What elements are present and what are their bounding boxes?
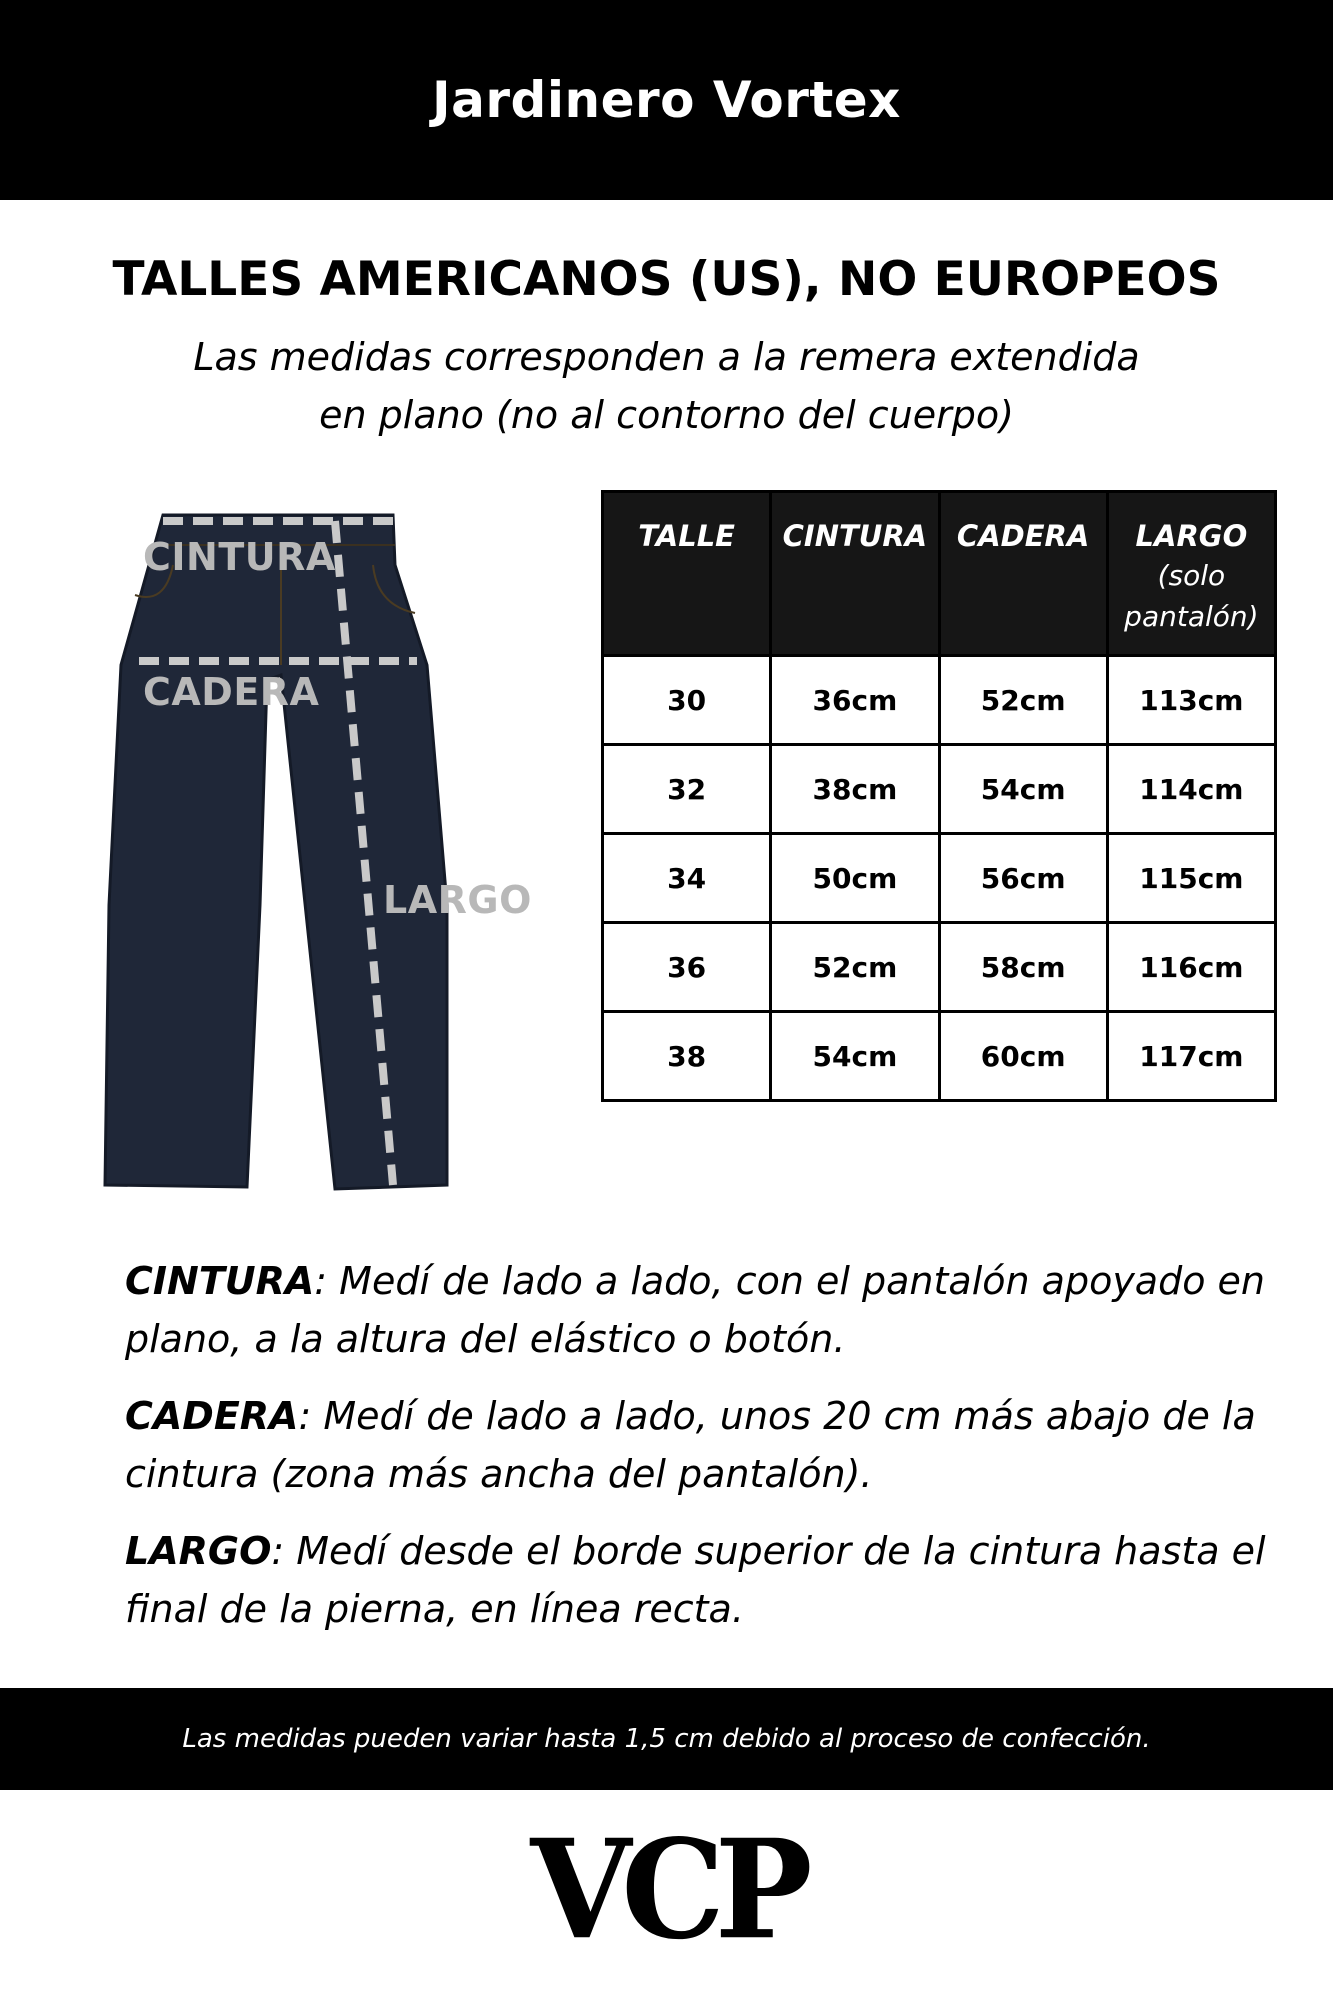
size-table (601, 490, 1277, 1102)
disclaimer-text: Las medidas pueden variar hasta 1,5 cm debido al proceso de confección. (182, 1724, 1151, 1754)
term-cintura: CINTURA (125, 1259, 315, 1303)
label-cadera: CADERA (143, 670, 320, 714)
term-cadera: CADERA (125, 1394, 299, 1438)
size-system-headline: TALLES AMERICANOS (US), NO EUROPEOS (112, 252, 1221, 307)
cell-cintura: 36cm (771, 656, 939, 745)
cell-cintura: 52cm (771, 923, 939, 1012)
cell-talle: 30 (603, 656, 771, 745)
cell-largo: 117cm (1107, 1012, 1275, 1101)
table-row (603, 745, 1276, 834)
cell-largo: 113cm (1107, 656, 1275, 745)
definition-cintura (125, 1252, 1275, 1368)
cell-cadera: 58cm (939, 923, 1107, 1012)
header-cadera: CADERA (939, 492, 1107, 656)
table-row (603, 923, 1276, 1012)
table-row (603, 1012, 1276, 1101)
definition-largo (125, 1522, 1275, 1638)
cell-talle: 32 (603, 745, 771, 834)
cell-talle: 38 (603, 1012, 771, 1101)
header-largo-note (1110, 555, 1273, 637)
definition-cadera (125, 1387, 1275, 1503)
table-row (603, 834, 1276, 923)
header-talle: TALLE (603, 492, 771, 656)
header-largo-label: LARGO (1135, 519, 1248, 553)
largo-note-line-1: (solo (1157, 559, 1226, 592)
jeans-silhouette (105, 515, 447, 1189)
table-header-row (603, 492, 1276, 656)
header-largo (1107, 492, 1275, 656)
cell-cadera: 56cm (939, 834, 1107, 923)
cell-talle: 34 (603, 834, 771, 923)
cell-cintura: 50cm (771, 834, 939, 923)
brand-logo: VCP (530, 1809, 803, 1970)
cell-talle: 36 (603, 923, 771, 1012)
cell-largo: 116cm (1107, 923, 1275, 1012)
measurement-definitions (125, 1252, 1275, 1657)
text-cintura: : Medí de lado a lado, con el pantalón apoyado en plano, a la altura del elástico o botón. (125, 1259, 1266, 1361)
text-largo: : Medí desde el borde superior de la cintura hasta el final de la pierna, en línea recta. (125, 1529, 1266, 1631)
text-cadera: : Medí de lado a lado, unos 20 cm más abajo de la cintura (zona más ancha del pantalón). (125, 1394, 1256, 1496)
cell-cadera: 60cm (939, 1012, 1107, 1101)
label-largo: LARGO (383, 878, 532, 922)
subtitle-line-1: Las medidas corresponden a la remera extendida (193, 335, 1140, 379)
disclaimer-bar (0, 1688, 1333, 1790)
largo-note-line-2: pantalón) (1124, 600, 1259, 633)
cell-cintura: 38cm (771, 745, 939, 834)
jeans-diagram (95, 505, 535, 1205)
cell-cadera: 54cm (939, 745, 1107, 834)
header-cintura: CINTURA (771, 492, 939, 656)
cell-cadera: 52cm (939, 656, 1107, 745)
term-largo: LARGO (125, 1529, 272, 1573)
cell-largo: 115cm (1107, 834, 1275, 923)
header-bar (0, 0, 1333, 200)
subtitle-line-2: en plano (no al contorno del cuerpo) (319, 393, 1014, 437)
product-title: Jardinero Vortex (432, 71, 901, 129)
cell-cintura: 54cm (771, 1012, 939, 1101)
label-cintura: CINTURA (143, 535, 336, 579)
table-row (603, 656, 1276, 745)
cell-largo: 114cm (1107, 745, 1275, 834)
measurement-subtitle (0, 328, 1333, 444)
